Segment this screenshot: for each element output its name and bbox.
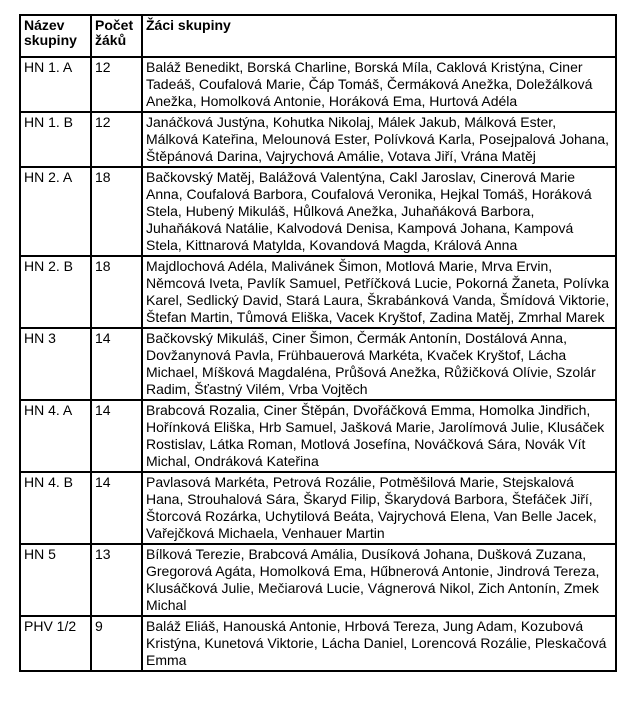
group-name-cell: PHV 1/2 [20, 616, 91, 671]
table-row [20, 112, 616, 167]
students-list-cell: Pavlasová Markéta, Petrová Rozálie, Potměšilová Marie, Stejskalová Hana, Strouhalová Sára, Škaryd Filip, Škarydová Barbora, Štefáček Jiří, Štorcová Rozárka, Uchytilová Beáta, Vajrychová Elena, Van Belle Jacek, Vařejčková Michaela, Venhauer Martin [142, 472, 616, 544]
table-header-row [20, 15, 616, 57]
group-name-cell: HN 1. A [20, 57, 91, 112]
students-list-cell: Baláž Eliáš, Hanouská Antonie, Hrbová Tereza, Jung Adam, Kozubová Kristýna, Kunetová Viktorie, Lácha Daniel, Lorencová Rozálie, Pleskačová Emma [142, 616, 616, 671]
student-count-cell: 18 [91, 256, 142, 328]
table-row [20, 328, 616, 400]
student-count-cell: 14 [91, 472, 142, 544]
students-list-cell: Bačkovský Mikuláš, Ciner Šimon, Čermák Antonín, Dostálová Anna, Dovžanynová Pavla, Frühbauerová Markéta, Kvaček Kryštof, Lácha Michael, Míšková Magdaléna, Průšová Anežka, Růžičková Olívie, Szolár Radim, Šťastný Vilém, Vrba Vojtěch [142, 328, 616, 400]
student-count-cell: 9 [91, 616, 142, 671]
students-list-cell: Majdlochová Adéla, Malivánek Šimon, Motlová Marie, Mrva Ervin, Němcová Iveta, Pavlík Samuel, Petříčková Lucie, Pokorná Žaneta, Polívka Karel, Sedlický David, Stará Laura, Škrabánková Vanda, Šmídová Viktorie, Štefan Martin, Tůmová Eliška, Vacek Kryštof, Zadina Matěj, Zmrhal Marek [142, 256, 616, 328]
group-name-cell: HN 1. B [20, 112, 91, 167]
header-students: Žáci skupiny [142, 15, 616, 57]
header-group-name: Název skupiny [20, 15, 91, 57]
table-row [20, 167, 616, 256]
students-list-cell: Janáčková Justýna, Kohutka Nikolaj, Málek Jakub, Málková Ester, Málková Kateřina, Melounová Ester, Polívková Karla, Posejpalová Johana, Štěpánová Darina, Vajrychová Amálie, Votava Jiří, Vrána Matěj [142, 112, 616, 167]
group-name-cell: HN 4. A [20, 400, 91, 472]
student-count-cell: 13 [91, 544, 142, 616]
student-count-cell: 12 [91, 57, 142, 112]
students-list-cell: Bílková Terezie, Brabcová Amália, Dusíková Johana, Dušková Zuzana, Gregorová Agáta, Homolková Ema, Hűbnerová Antonie, Jindrová Tereza, Klusáčková Julie, Mečiarová Lucie, Vágnerová Nikol, Zich Antonín, Zmek Michal [142, 544, 616, 616]
group-name-cell: HN 5 [20, 544, 91, 616]
student-groups-table [19, 14, 617, 672]
table-row [20, 544, 616, 616]
group-name-cell: HN 2. B [20, 256, 91, 328]
student-count-cell: 18 [91, 167, 142, 256]
student-count-cell: 12 [91, 112, 142, 167]
header-student-count: Počet žáků [91, 15, 142, 57]
table-row [20, 472, 616, 544]
table-row [20, 57, 616, 112]
table-row [20, 616, 616, 671]
table-row [20, 400, 616, 472]
students-list-cell: Bačkovský Matěj, Balážová Valentýna, Cakl Jaroslav, Cinerová Marie Anna, Coufalová Barbora, Coufalová Veronika, Hejkal Tomáš, Horáková Stela, Hubený Mikuláš, Hůlková Anežka, Juhaňáková Barbora, Juhaňáková Natálie, Kalvodová Denisa, Kampová Johana, Kampová Stela, Kittnarová Matylda, Kovandová Magda, Králová Anna [142, 167, 616, 256]
group-name-cell: HN 3 [20, 328, 91, 400]
group-name-cell: HN 4. B [20, 472, 91, 544]
student-count-cell: 14 [91, 328, 142, 400]
table-row [20, 256, 616, 328]
group-name-cell: HN 2. A [20, 167, 91, 256]
students-list-cell: Baláž Benedikt, Borská Charline, Borská Míla, Caklová Kristýna, Ciner Tadeáš, Coufalová Marie, Čáp Tomáš, Čermáková Anežka, Doležálková Anežka, Homolková Antonie, Horáková Ema, Hurtová Adéla [142, 57, 616, 112]
student-count-cell: 14 [91, 400, 142, 472]
students-list-cell: Brabcová Rozalia, Ciner Štěpán, Dvořáčková Emma, Homolka Jindřich, Hořínková Eliška, Hrb Samuel, Jašková Marie, Jarolímová Julie, Klusáček Rostislav, Látka Roman, Motlová Josefína, Nováčková Sára, Novák Vít Michal, Ondráková Kateřina [142, 400, 616, 472]
